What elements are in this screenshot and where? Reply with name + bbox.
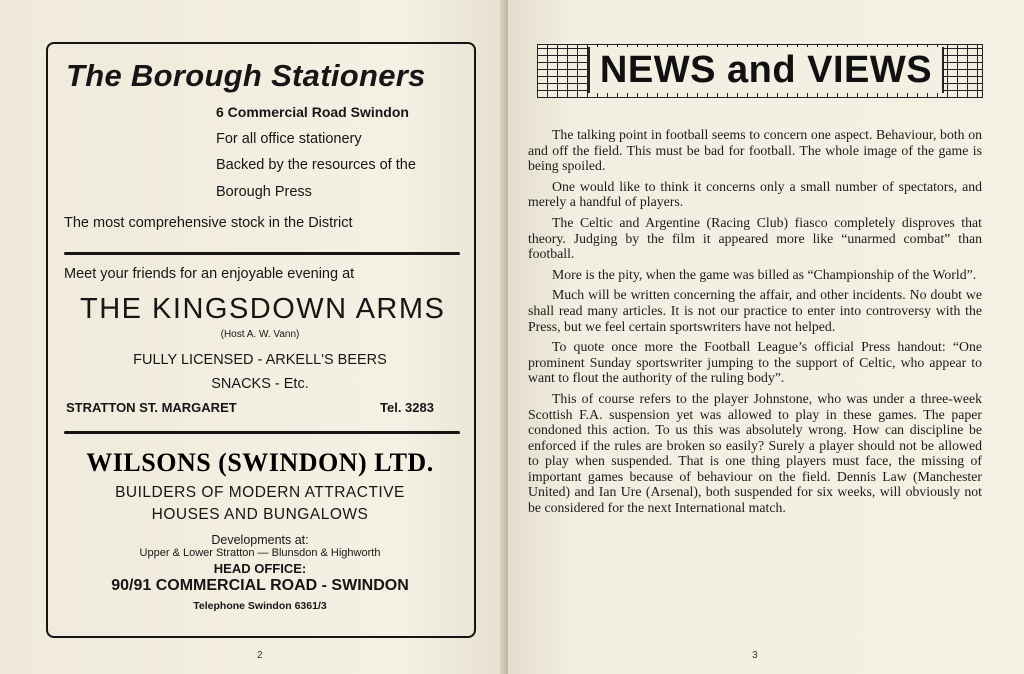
page-number-right: 3 [752, 650, 758, 661]
news-views-article [528, 127, 982, 521]
kingsdown-telephone: Tel. 3283 [380, 400, 434, 415]
borough-stationers-line: Borough Press [216, 184, 312, 200]
article-paragraph: This of course refers to the player Johnstone, who was under a three-week Scottish F.A. suspension yet was allowed to play in these games. The paper condoned this action. To us this was absolutely wrong. How can discipline be enforced if the rules are broken so easily? Surely a player should not be allowed to play when suspended. That is one thing players must face, the missing of important games because of behaviour on the field. Dennis Law (Manchester United) and Ian Ure (Arsenal), both suspended for six weeks, will obviously not be considered for the next International match. [528, 390, 982, 516]
borough-stationers-tagline: The most comprehensive stock in the District [64, 215, 353, 231]
article-paragraph: More is the pity, when the game was billed as “Championship of the World”. [552, 266, 977, 282]
wilsons-telephone: Telephone Swindon 6361/3 [193, 600, 327, 612]
kingsdown-snacks: SNACKS - Etc. [211, 376, 309, 392]
borough-stationers-line: Backed by the resources of the [216, 157, 416, 173]
article-paragraph: The Celtic and Argentine (Racing Club) fiasco completely disproves that theory. Judging by the film it appeared more like “unarmed combat” than football. [528, 214, 982, 262]
wilsons-developments: Upper & Lower Stratton — Blunsdon & Highworth [139, 547, 381, 559]
article-paragraph: One would like to think it concerns only a small number of spectators, and merely a handful of players. [528, 178, 982, 210]
kingsdown-arms-title: THE KINGSDOWN ARMS [80, 293, 446, 325]
news-views-banner-title: NEWS and VIEWS [588, 47, 944, 93]
wilsons-line: HOUSES AND BUNGALOWS [151, 506, 369, 523]
wilsons-head-office-address: 90/91 COMMERCIAL ROAD - SWINDON [111, 577, 409, 594]
wilsons-developments-label: Developments at: [211, 533, 309, 547]
article-paragraph: To quote once more the Football League’s official Press handout: “One prominent Sunday sportswriter jumping to the support of Celtic, who appear to want to flout the authority of the ruling body”. [528, 339, 982, 386]
article-paragraph: Much will be written concerning the affair, and other incidents. No doubt we shall read many articles. It is not our practice to enter into controversy with the Press, but we feel certain sportswriters have not helped. [528, 287, 982, 334]
kingsdown-intro: Meet your friends for an enjoyable evening at [64, 266, 355, 282]
kingsdown-host: (Host A. W. Vann) [220, 329, 300, 340]
wilsons-line: BUILDERS OF MODERN ATTRACTIVE [115, 484, 405, 501]
borough-stationers-address: 6 Commercial Road Swindon [216, 104, 409, 120]
kingsdown-licensed: FULLY LICENSED - ARKELL'S BEERS [133, 352, 387, 368]
wilsons-head-office-label: HEAD OFFICE: [213, 561, 307, 576]
advert-divider [64, 431, 460, 434]
borough-stationers-line: For all office stationery [216, 131, 362, 147]
advert-divider [64, 252, 460, 255]
article-paragraph: The talking point in football seems to concern one aspect. Behaviour, both on and off the field. This must be bad for football. The whole image of the game is being spoiled. [528, 127, 982, 174]
page-number-left: 2 [257, 650, 263, 661]
kingsdown-location: STRATTON ST. MARGARET [66, 400, 237, 415]
wilsons-title: WILSONS (SWINDON) LTD. [86, 448, 434, 477]
borough-stationers-title: The Borough Stationers [66, 58, 426, 93]
left-page [0, 0, 506, 674]
